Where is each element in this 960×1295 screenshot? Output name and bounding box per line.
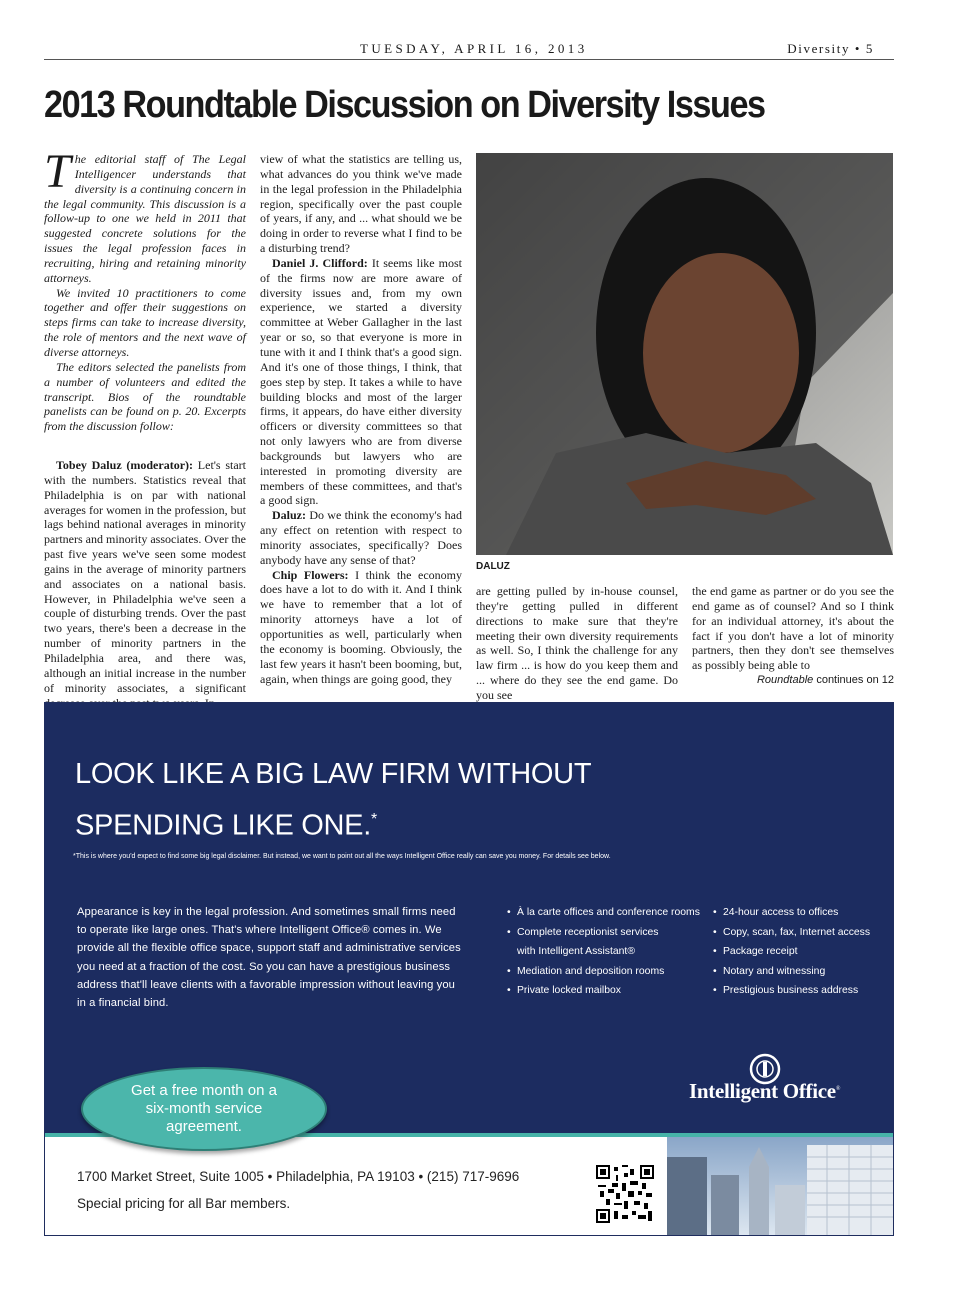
page-header	[44, 40, 894, 60]
article-column-4	[692, 584, 894, 688]
service-item-continuation: with Intelligent Assistant®	[517, 946, 635, 957]
intro-paragraph-3: The editors selected the panelists from a number of volunteers and edited the transcript. Bios of the roundtable panelists can be found on p. 20. Excerpts from the discussion follow:	[44, 359, 246, 434]
moderator-paragraph: Tobey Daluz (moderator): Let's start with the numbers. Statistics reveal that Philadelphia is on par with national averages for women in the profession, but lags behind national averages in minority partners and minority associates. Over the past five years we've seen some modest gains in the average of minority partners and associates on a national basis. However, in Philadelphia we've seen a couple of disturbing trends. Over the past two years, there's been a decrease in the number of minority partners in the Philadelphia area, and there was, although an initial increase in the number of minority associates, a significant	[44, 458, 247, 695]
intro-paragraph-2: We invited 10 practitioners to come together and offer their suggestions on steps firms can take to increase diversity, the role of mentors and the next wave of diverse attorneys.	[44, 285, 246, 359]
daluz-paragraph: Daluz: Do we think the economy's had any effect on retention with respect to minority associates, specifically? Does anybody have any sense of that?	[260, 508, 462, 567]
intro-paragraph-1: The editorial staff of The Legal Intelligencer understands that diversity is a continuing concern in the legal community. This discussion is a follow-up to one we held in 2011 that suggested concrete solutions for the issues the legal profession faces in recruiting, hiring and retaining minority attorneys.	[44, 145, 246, 285]
service-item: • Prestigious business address	[713, 981, 870, 1001]
speaker-name: Chip Flowers:	[272, 567, 349, 582]
continued-link[interactable]: Roundtable continues on 12	[756, 674, 894, 687]
service-item: • À la carte offices and conference rooms	[507, 903, 700, 923]
intelligent-office-ad	[44, 702, 894, 1236]
photo-caption: DALUZ	[476, 561, 510, 572]
flowers-continuation-2: the end game as partner or do you see the end game as of counsel? And so I think for an individual attorney, it's about the fact if you don't have a lot of minority partners, then they don't see themselves as possibly being able to	[692, 584, 894, 673]
ad-disclaimer: *This is where you'd expect to find some big legal disclaimer. But instead, we want to point out all the ways Intelligent Office really can save you money. For details see below.	[73, 853, 611, 860]
ad-services-list-2	[713, 903, 870, 1001]
speaker-name: Tobey Daluz (moderator):	[56, 458, 194, 473]
service-item: • Notary and witnessing	[713, 962, 870, 982]
daluz-photo	[476, 153, 893, 555]
ad-address: 1700 Market Street, Suite 1005 • Philadelphia, PA 19103 • (215) 717-9696	[77, 1169, 520, 1184]
flowers-paragraph: Chip Flowers: I think the economy does have a lot to do with it. And I think we have to remember that a lot of minority attorneys have a lot of opportunities as well, particularly when the economy is booming. Obviously, the last few years it hasn't been booming, but, again, when things are going good, they	[260, 567, 463, 686]
service-item: • Private locked mailbox	[507, 981, 700, 1001]
article-headline: 2013 Roundtable Discussion on Diversity Issues	[44, 84, 765, 126]
flowers-continuation: are getting pulled by in-house counsel, they're getting pulled in different directions to make sure that they're meeting their own diversity requirements as well. So, I think the challenge for any law firm ... is how do you keep them and ... where do they see the end game. Do you see	[476, 584, 678, 702]
speaker-name: Daniel J. Clifford:	[272, 255, 368, 270]
issue-date: TUESDAY, APRIL 16, 2013	[360, 41, 588, 56]
drop-cap: T	[44, 145, 71, 198]
ad-headline: LOOK LIKE A BIG LAW FIRM WITHOUT SPENDING LIKE ONE.*	[75, 758, 592, 842]
ad-bar-pricing: Special pricing for all Bar members.	[77, 1196, 291, 1211]
brand-name: Intelligent Office®	[689, 1079, 841, 1103]
speaker-name: Daluz:	[272, 508, 306, 523]
city-skyline-image	[667, 1137, 893, 1235]
service-item: • Complete receptionist services	[507, 923, 700, 943]
clifford-paragraph: Daniel J. Clifford: It seems like most of the firms now are more aware of diversity issues and, from my own experience, we started a diversity committee at Weber Gallagher in the last year or so, so that everyone is more in tune with it and I think that's a good sign. And it's one of those things, I think, that goes step by step. It takes a while to have building blocks and most of the larger firms, it appears, do have either diversity officers or diversity committees so that not only lawyers who are from diverse backgrounds but lawyers who are interested in promoting diversity are members of these committees, and that's a good sign.	[260, 255, 463, 508]
qr-code-icon[interactable]	[596, 1165, 654, 1223]
free-month-offer-badge: Get a free month on a six-month service agreement.	[81, 1067, 327, 1151]
service-item: • 24-hour access to offices	[713, 903, 870, 923]
service-item: • Copy, scan, fax, Internet access	[713, 923, 870, 943]
question-continuation: view of what the statistics are telling us, what advances do you think we've made in the legal profession in the Philadelphia region, specifically over the past couple of years, if any, and ... what should we be doing in order to reverse what I find to be a disturbing trend?	[260, 152, 462, 256]
ad-services-list-1	[507, 903, 700, 1001]
section-page-number: Diversity • 5	[787, 41, 874, 56]
article-column-2	[260, 152, 462, 686]
article-column-1	[44, 145, 247, 710]
service-item: • Mediation and deposition rooms	[507, 962, 700, 982]
article-column-3	[476, 584, 678, 703]
ad-body-text: Appearance is key in the legal profession. And sometimes small firms need to operate like large ones. That's where Intelligent Office® comes in. We provide all the flexible office space, support staff and administrative services you need at a fraction of the cost. So you can have a prestigious business address that'll leave clients with a favorable impression without leaving you in a financial bind.	[77, 906, 461, 1010]
service-item: • Package receipt	[713, 942, 870, 962]
